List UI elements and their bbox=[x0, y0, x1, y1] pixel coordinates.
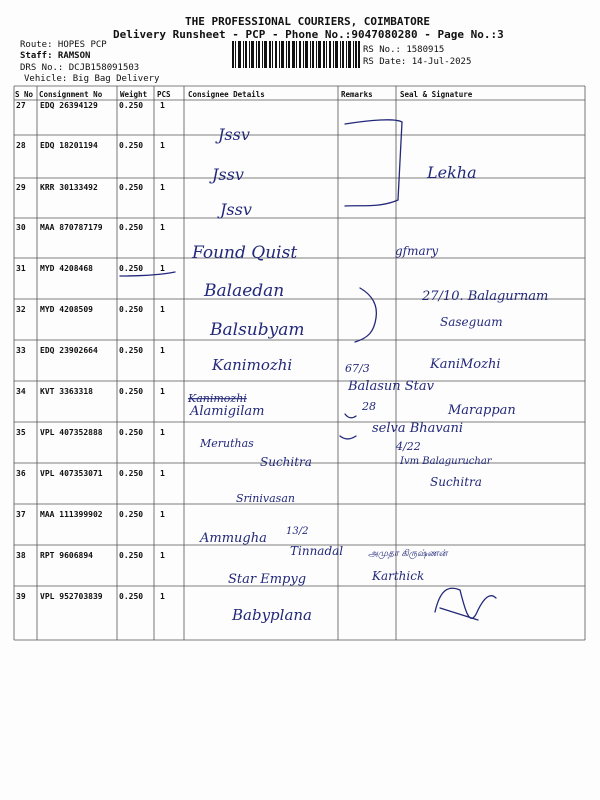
hw-r28-seal: Lekha bbox=[427, 163, 477, 182]
row-consignment-number: MYD 4208509 bbox=[40, 305, 93, 314]
row-pcs: 1 bbox=[160, 101, 165, 110]
hw-r34-seal2: selva Bhavani bbox=[372, 421, 464, 436]
row-sno: 30 bbox=[16, 223, 26, 232]
col-header-remarks: Remarks bbox=[341, 90, 373, 99]
row-consignment-number: VPL 952703839 bbox=[40, 592, 103, 601]
row-weight: 0.250 bbox=[119, 183, 144, 192]
hw-r33-seal2: Balasun Stav bbox=[348, 379, 434, 394]
col-header-consignee: Consignee Details bbox=[188, 90, 265, 99]
hw-r33-seal: KaniMozhi bbox=[430, 357, 501, 372]
hw-r34-strike: Kanimozhi bbox=[188, 392, 247, 405]
row-weight: 0.250 bbox=[119, 387, 144, 396]
hw-r33-remark: 67/3 bbox=[345, 362, 370, 375]
row-sno: 39 bbox=[16, 592, 26, 601]
row-consignment-number: KRR 30133492 bbox=[40, 183, 98, 192]
row-sno: 29 bbox=[16, 183, 26, 192]
col-header-pcs: PCS bbox=[157, 90, 171, 99]
row-consignment-number: VPL 407352888 bbox=[40, 428, 103, 437]
row-consignment-number: MAA 870787179 bbox=[40, 223, 103, 232]
row-consignment-number: KVT 3363318 bbox=[40, 387, 93, 396]
row-weight: 0.250 bbox=[119, 469, 144, 478]
row-sno: 34 bbox=[16, 387, 26, 396]
hw-r35-seal-num: 4/22 bbox=[396, 440, 421, 453]
row-pcs: 1 bbox=[160, 510, 165, 519]
staff-label: Staff: RAMSON bbox=[20, 51, 91, 61]
rs-date: RS Date: 14-Jul-2025 bbox=[363, 57, 472, 67]
row-sno: 32 bbox=[16, 305, 26, 314]
hw-r29: Jssv bbox=[220, 200, 252, 219]
drs-number: DRS No.: DCJB158091503 bbox=[20, 63, 140, 73]
hw-r34-remark: 28 bbox=[362, 400, 376, 413]
row-pcs: 1 bbox=[160, 305, 165, 314]
hw-r31-seal: 27/10. Balagurnam bbox=[422, 289, 549, 304]
hw-r37-num: 13/2 bbox=[286, 526, 309, 537]
row-sno: 27 bbox=[16, 101, 26, 110]
row-consignment-number: MAA 111399902 bbox=[40, 510, 103, 519]
row-weight: 0.250 bbox=[119, 551, 144, 560]
row-consignment-number: MYD 4208468 bbox=[40, 264, 93, 273]
row-pcs: 1 bbox=[160, 387, 165, 396]
col-header-consignment: Consignment No bbox=[39, 90, 103, 99]
row-sno: 33 bbox=[16, 346, 26, 355]
hw-r30: Found Quist bbox=[192, 243, 298, 263]
hw-r31: Balaedan bbox=[204, 281, 285, 301]
runsheet-title: Delivery Runsheet - PCP - Phone No.:9047080280 - Page No.:3 bbox=[113, 28, 504, 41]
row-weight: 0.250 bbox=[119, 346, 144, 355]
row-sno: 28 bbox=[16, 141, 26, 150]
row-weight: 0.250 bbox=[119, 305, 144, 314]
row-consignment-number: EDQ 26394129 bbox=[40, 101, 98, 110]
hw-r32: Balsubyam bbox=[210, 320, 305, 340]
row-sno: 31 bbox=[16, 264, 26, 273]
row-consignment-number: EDQ 23902664 bbox=[40, 346, 98, 355]
hw-r37-seal: அமுதா கிருஷ்ணன் bbox=[368, 549, 448, 559]
hw-r30-remark: gfmary bbox=[395, 244, 439, 258]
row-weight: 0.250 bbox=[119, 141, 144, 150]
row-weight: 0.250 bbox=[119, 101, 144, 110]
row-pcs: 1 bbox=[160, 551, 165, 560]
row-weight: 0.250 bbox=[119, 428, 144, 437]
row-sno: 36 bbox=[16, 469, 26, 478]
hw-r35-seal2: Suchitra bbox=[430, 475, 482, 489]
row-sno: 38 bbox=[16, 551, 26, 560]
hw-r33: Kanimozhi bbox=[212, 356, 293, 374]
row-weight: 0.250 bbox=[119, 592, 144, 601]
hw-r27: Jssv bbox=[218, 125, 250, 144]
row-sno: 37 bbox=[16, 510, 26, 519]
hw-r34-seal: Marappan bbox=[448, 403, 516, 418]
row-pcs: 1 bbox=[160, 223, 165, 232]
col-header-seal: Seal & Signature bbox=[400, 90, 473, 99]
vehicle-label: Vehicle: Big Bag Delivery bbox=[24, 74, 160, 84]
row-consignment-number: EDQ 18201194 bbox=[40, 141, 98, 150]
row-pcs: 1 bbox=[160, 264, 165, 273]
row-weight: 0.250 bbox=[119, 510, 144, 519]
row-weight: 0.250 bbox=[119, 264, 144, 273]
row-weight: 0.250 bbox=[119, 223, 144, 232]
hw-r28: Jssv bbox=[212, 165, 244, 184]
row-pcs: 1 bbox=[160, 469, 165, 478]
row-pcs: 1 bbox=[160, 428, 165, 437]
hw-r34: Alamigilam bbox=[190, 404, 265, 419]
hw-r35: Meruthas bbox=[200, 437, 254, 450]
rs-number: RS No.: 1580915 bbox=[363, 45, 445, 55]
hw-r38-seal: Karthick bbox=[372, 569, 425, 583]
row-sno: 35 bbox=[16, 428, 26, 437]
row-pcs: 1 bbox=[160, 592, 165, 601]
row-consignment-number: RPT 9606894 bbox=[40, 551, 93, 560]
row-consignment-number: VPL 407353071 bbox=[40, 469, 103, 478]
hw-r38: Star Empyg bbox=[228, 572, 307, 587]
row-pcs: 1 bbox=[160, 183, 165, 192]
hw-r39: Babyplana bbox=[232, 606, 312, 624]
hw-r36: Srinivasan bbox=[236, 492, 295, 505]
col-header-sno: S No bbox=[15, 90, 34, 99]
hw-r35-seal: Ivm Balaguruchar bbox=[400, 456, 492, 467]
row-pcs: 1 bbox=[160, 346, 165, 355]
route-label: Route: HOPES PCP bbox=[20, 40, 107, 50]
hw-r37-b: Tinnadal bbox=[290, 544, 344, 558]
company-name: THE PROFESSIONAL COURIERS, COIMBATORE bbox=[185, 15, 431, 28]
col-header-weight: Weight bbox=[120, 90, 148, 99]
row-pcs: 1 bbox=[160, 141, 165, 150]
hw-r31-seal2: Saseguam bbox=[440, 315, 503, 329]
hw-r35-sub: Suchitra bbox=[260, 455, 312, 469]
hw-r37: Ammugha bbox=[200, 531, 267, 546]
